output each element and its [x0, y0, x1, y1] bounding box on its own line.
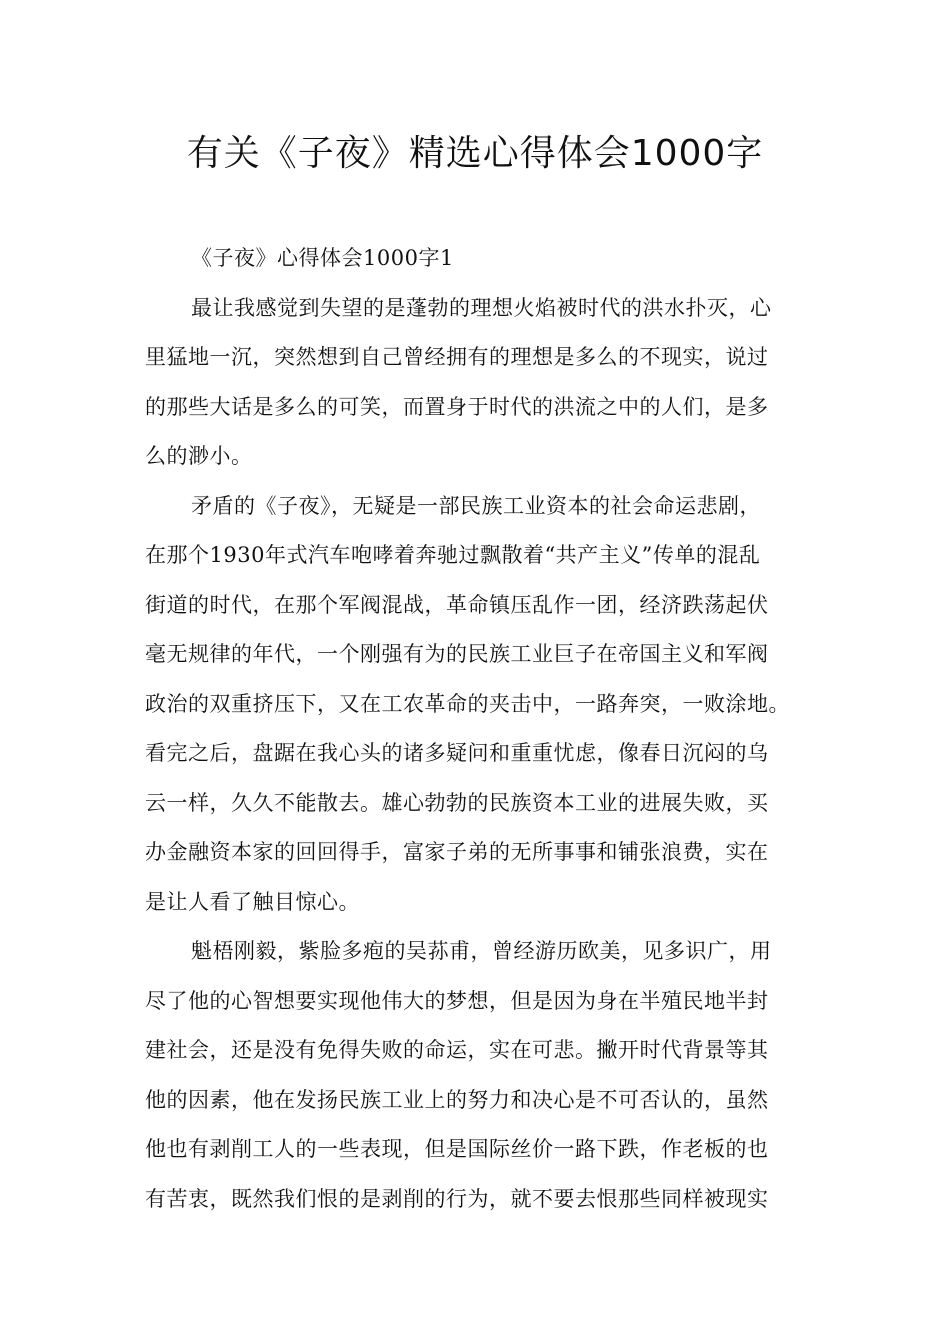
paragraph-line: 尽了他的心智想要实现他伟大的梦想，但是因为身在半殖民地半封 — [145, 988, 769, 1013]
paragraph-line: 他也有剥削工人的一些表现，但是国际丝价一路下跌，作老板的也 — [145, 1137, 769, 1161]
paragraph-line: 毫无规律的年代，一个刚强有为的民族工业巨子在帝国主义和军阀 — [145, 642, 769, 666]
paragraph-line: 最让我感觉到失望的是蓬勃的理想火焰被时代的洪水扑灭，心 — [191, 295, 772, 320]
paragraph-line: 云一样，久久不能散去。雄心勃勃的民族资本工业的进展失败，买 — [145, 790, 769, 815]
paragraph-line: 有苦衷，既然我们恨的是剥削的行为，就不要去恨那些同样被现实 — [145, 1186, 769, 1211]
paragraph-line: 办金融资本家的回回得手，富家子弟的无所事事和铺张浪费，实在 — [145, 840, 769, 864]
paragraph-line: 魁梧刚毅，紫脸多疱的吴荪甫，曾经游历欧美，见多识广，用 — [191, 939, 772, 963]
paragraph-line: 是让人看了触目惊心。 — [145, 889, 360, 914]
paragraph-line: 建社会，还是没有免得失败的命运，实在可悲。撇开时代背景等其 — [145, 1038, 769, 1062]
document-title: 有关《子夜》精选心得体会1000字 — [186, 133, 764, 174]
paragraph-line: 矛盾的《子夜》，无疑是一部民族工业资本的社会命运悲剧， — [191, 493, 761, 518]
paragraph-line: 的那些大话是多么的可笑，而置身于时代的洪流之中的人们，是多 — [145, 394, 769, 419]
paragraph-line: 在那个1930年式汽车咆哮着奔驰过飘散着“共产主义”传单的混乱 — [145, 543, 761, 567]
paragraph-line: 政治的双重挤压下，又在工农革命的夹击中，一路奔突，一败涂地。 — [145, 691, 790, 716]
paragraph-line: 么的渺小。 — [145, 444, 253, 468]
paragraph-line: 看完之后，盘踞在我心头的诸多疑问和重重忧虑，像春日沉闷的乌 — [145, 741, 769, 765]
paragraph-line: 街道的时代，在那个军阀混战，革命镇压乱作一团，经济跌荡起伏 — [145, 592, 769, 617]
document-body — [145, 234, 810, 1224]
paragraph-line: 他的因素，他在发扬民族工业上的努力和决心是不可否认的，虽然 — [145, 1087, 769, 1112]
paragraph-line: 里猛地一沉，突然想到自己曾经拥有的理想是多么的不现实，说过 — [145, 345, 769, 369]
section-heading: 《子夜》心得体会1000字1 — [191, 246, 454, 270]
